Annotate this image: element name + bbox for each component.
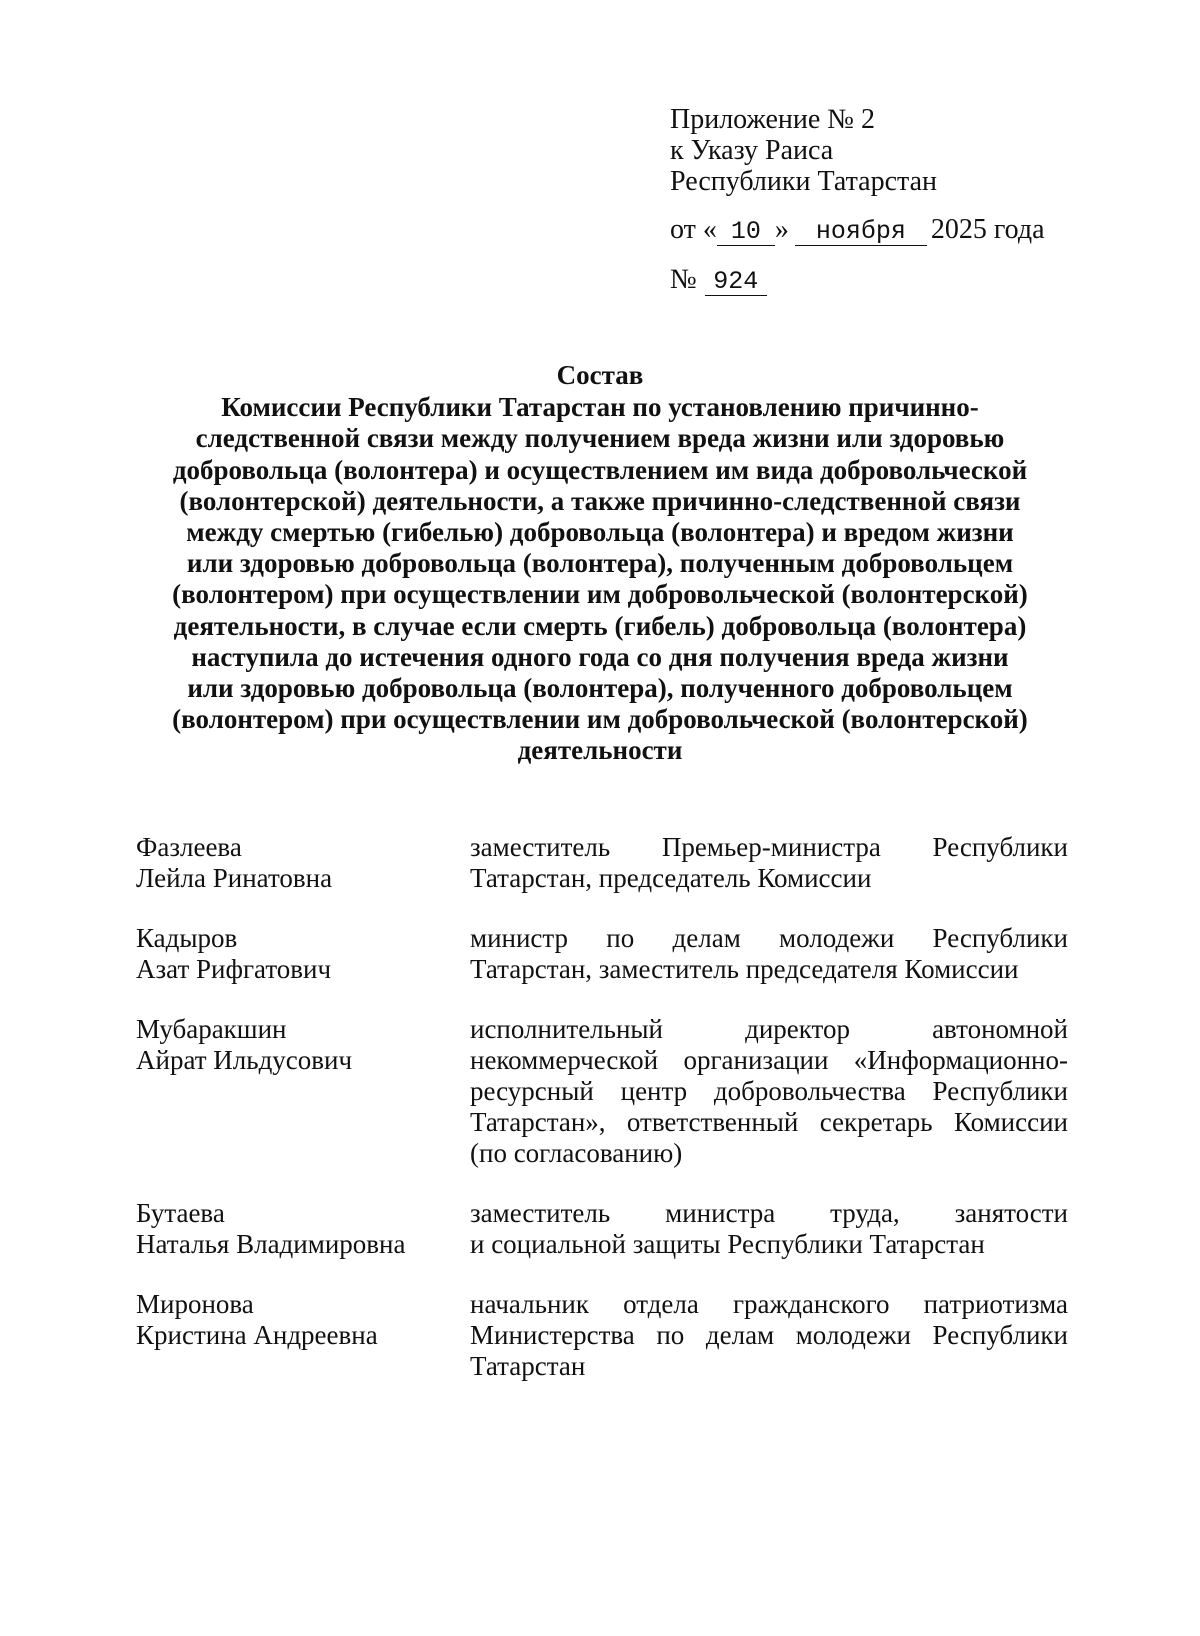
member-role <box>470 1014 1068 1169</box>
member-role-line: (по согласованию) <box>470 1138 683 1168</box>
title-line: (волонтером) при осуществлении им добровольческой (волонтерской) <box>172 579 1028 610</box>
member-given-name: Кристина Андреевна <box>136 1320 378 1350</box>
member-given-name: Наталья Владимировна <box>136 1229 406 1259</box>
title-line: добровольца (волонтера) и осуществлением им вида добровольческой <box>172 454 1028 485</box>
member-row <box>136 832 1068 894</box>
member-role-line: заместитель министра труда, занятости <box>470 1198 1068 1228</box>
member-surname: Мубаракшин <box>136 1014 287 1044</box>
member-row <box>136 923 1068 985</box>
member-role-line: некоммерческой организации «Информационно- <box>470 1045 1068 1075</box>
title-line: (волонтером) при осуществлении им добровольческой (волонтерской) <box>172 704 1028 735</box>
appendix-block <box>670 104 1090 197</box>
date-year: 2025 года <box>930 214 1045 245</box>
title-line: (волонтерской) деятельности, а также причинно-следственной связи <box>179 485 1021 516</box>
member-role <box>470 832 1068 894</box>
date-day: 10 <box>717 219 775 246</box>
date-month: ноября <box>795 219 927 246</box>
member-given-name: Лейла Ринатовна <box>136 863 333 893</box>
title-heading: Состав <box>556 360 644 390</box>
member-role-line: исполнительный директор автономной <box>470 1014 1068 1044</box>
member-surname: Миронова <box>136 1289 254 1319</box>
member-role-line: Министерства по делам молодежи Республики <box>470 1320 1068 1350</box>
document-title <box>130 360 1070 767</box>
member-name <box>136 1198 470 1260</box>
title-line: или здоровью добровольца (волонтера), полученным добровольцем <box>186 548 1014 579</box>
member-role-line: министр по делам молодежи Республики <box>470 923 1068 953</box>
number-prefix: № <box>670 264 697 295</box>
member-given-name: Азат Рифгатович <box>136 954 332 984</box>
appendix-line-3: Республики Татарстан <box>670 166 937 197</box>
member-role-line: заместитель Премьер-министра Республики <box>470 832 1068 862</box>
member-role <box>470 1198 1068 1260</box>
date-mid: » <box>774 214 789 245</box>
member-name <box>136 1014 470 1169</box>
title-line: деятельности, в случае если смерть (гибель) добровольца (волонтера) <box>173 610 1027 641</box>
title-line: наступила до истечения одного года со дня получения вреда жизни <box>191 641 1009 672</box>
appendix-line-1: Приложение № 2 <box>670 104 875 135</box>
title-line: или здоровью добровольца (волонтера), полученного добровольцем <box>187 673 1013 704</box>
member-row <box>136 1289 1068 1382</box>
member-role-line: Татарстан», ответственный секретарь Комиссии <box>470 1107 1068 1137</box>
members-list <box>136 832 1068 1382</box>
member-surname: Фазлеева <box>136 832 242 862</box>
member-name <box>136 1289 470 1382</box>
title-line: между смертью (гибелью) добровольца (волонтера) и вредом жизни <box>186 517 1014 548</box>
member-role-line: и социальной защиты Республики Татарстан <box>470 1229 985 1259</box>
member-role-line: Татарстан <box>470 1351 586 1381</box>
member-row <box>136 1014 1068 1169</box>
member-role-line: Татарстан, председатель Комиссии <box>470 863 872 893</box>
decree-date <box>670 214 1045 246</box>
member-surname: Бутаева <box>136 1198 225 1228</box>
date-prefix: от « <box>670 214 717 245</box>
title-line: следственной связи между получением вреда жизни или здоровью <box>195 423 1005 454</box>
member-role-line: Татарстан, заместитель председателя Комиссии <box>470 954 1019 984</box>
member-role <box>470 923 1068 985</box>
member-role-line: начальник отдела гражданского патриотизма <box>470 1289 1068 1319</box>
appendix-line-2: к Указу Раиса <box>670 135 834 166</box>
member-surname: Кадыров <box>136 923 238 953</box>
member-row <box>136 1198 1068 1260</box>
member-name <box>136 832 470 894</box>
decree-number <box>670 264 767 296</box>
member-role <box>470 1289 1068 1382</box>
title-line: деятельности <box>517 735 683 766</box>
member-role-line: ресурсный центр добровольчества Республики <box>470 1076 1068 1106</box>
number-value: 924 <box>705 269 767 296</box>
title-line: Комиссии Республики Татарстан по установлению причинно- <box>221 392 979 423</box>
member-given-name: Айрат Ильдусович <box>136 1045 353 1075</box>
member-name <box>136 923 470 985</box>
